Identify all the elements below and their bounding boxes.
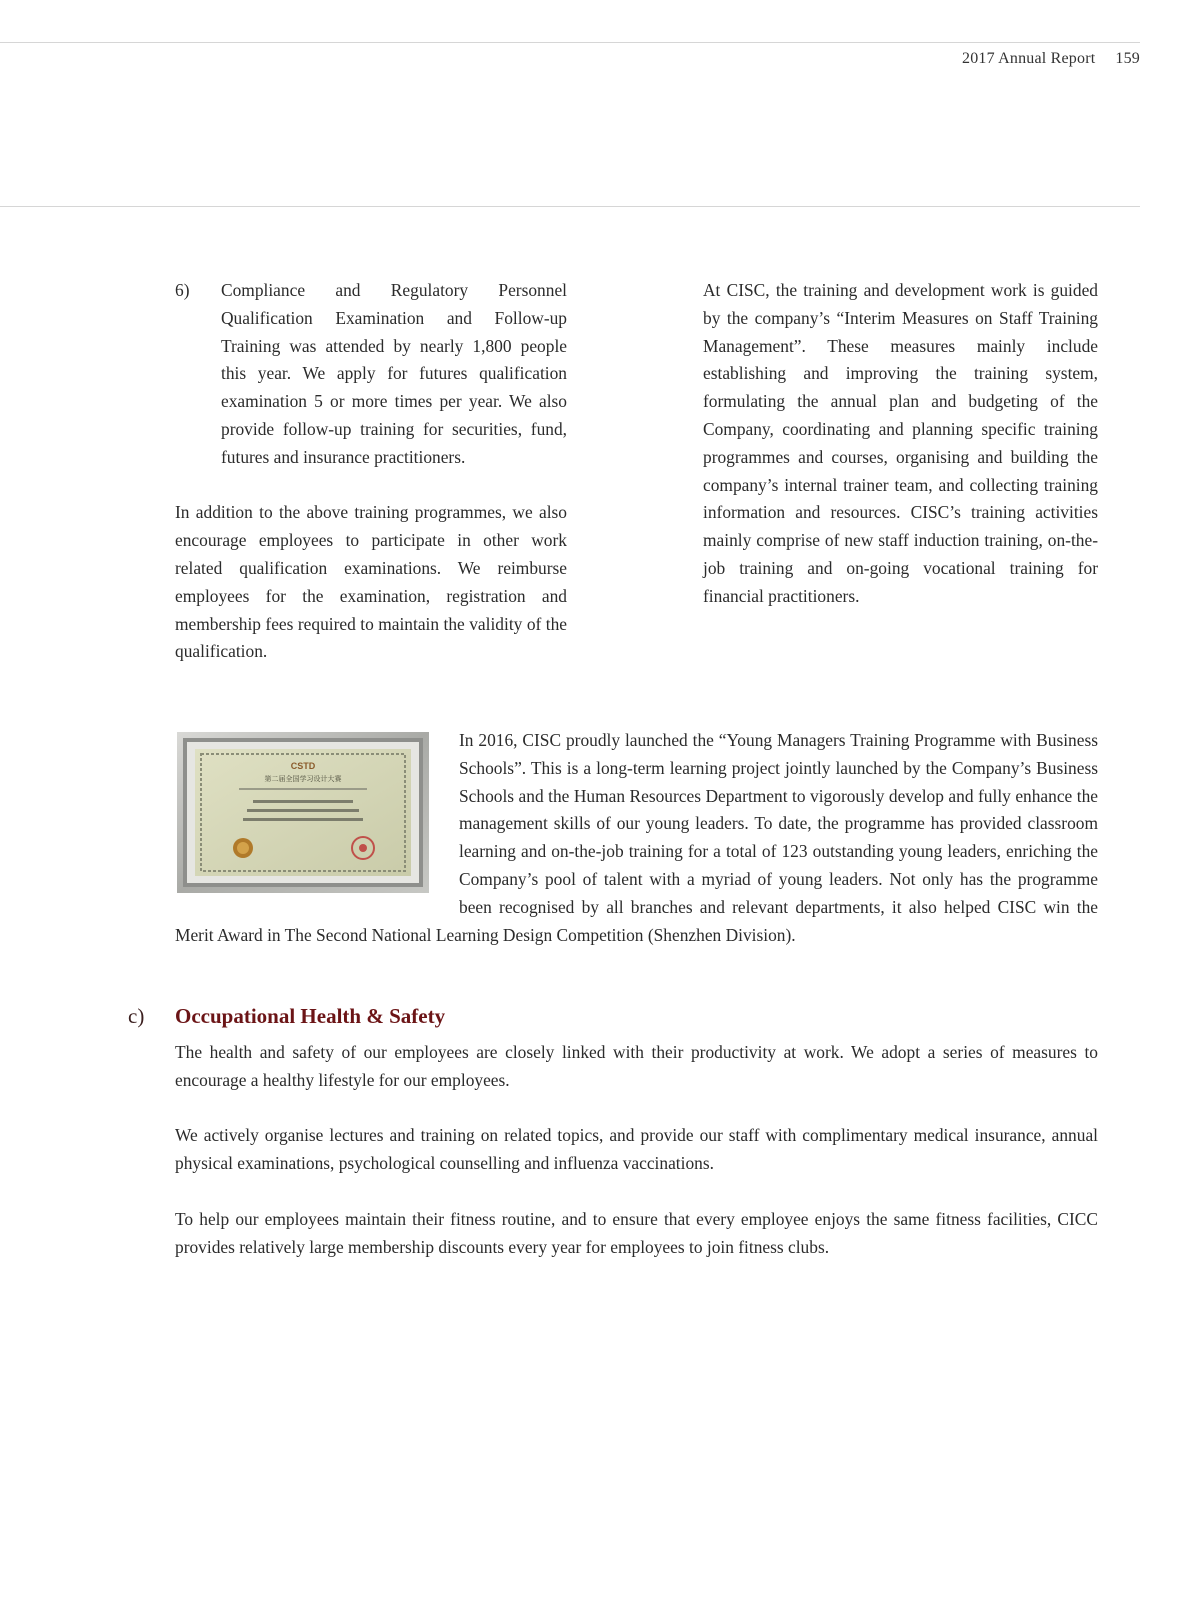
award-certificate-image bbox=[177, 732, 429, 893]
health-paragraph-3: To help our employees maintain their fitness routine, and to ensure that every employee enjoys the same fitness facilities, CICC provides relatively large membership discounts every year for employees to join fitness clubs. bbox=[175, 1208, 1098, 1257]
young-managers-section bbox=[175, 727, 1098, 949]
page-number: 159 bbox=[1115, 50, 1140, 67]
health-paragraph-1: The health and safety of our employees are closely linked with their productivity at work. We adopt a series of measures to encourage a healthy lifestyle for our employees. bbox=[175, 1042, 1098, 1090]
section-heading bbox=[128, 1004, 1098, 1029]
running-header bbox=[962, 50, 1140, 68]
header-bottom-rule bbox=[0, 206, 1140, 207]
list-item-6 bbox=[175, 277, 567, 472]
young-managers-paragraph: In 2016, CISC proudly launched the “Young Managers Training Programme with Business Schools”. This is a long-term learning project jointly launched by the Company’s Business Schools and the Human Resources Department to vigorously develop and fully enhance the management skills of our young leaders. To date, the programme has provided classroom learning and on-the-job training for a total of 123 outstanding young leaders, enriching the Company’s pool of talent with a myriad of young leaders. Not only has the programme been recognised by all branches and relevant departments, it also helped CISC win the Merit Award in The Second National Learning Design Competition (Shenzhen Division). bbox=[175, 730, 1098, 945]
section-letter: c) bbox=[128, 1004, 145, 1028]
certificate-title-text: 第二届全国学习设计大赛 bbox=[264, 775, 342, 783]
training-measures-paragraph: At CISC, the training and development work is guided by the company’s “Interim Measures on Staff Training Management”. These measures mainly include establishing and improving the training system, formulating the annual plan and budgeting of the Company, coordinating and planning specific training programmes and courses, organising and building the company’s internal trainer team, and collecting training information and resources. CISC’s training activities mainly comprise of new staff induction training, on-the-job training and on-going vocational training for financial practitioners. bbox=[703, 280, 1098, 606]
health-paragraph-2: We actively organise lectures and training on related topics, and provide our staff with complimentary medical insurance, annual physical examinations, psychological counselling and influenza vaccinations. bbox=[175, 1125, 1098, 1174]
header-top-rule bbox=[0, 42, 1140, 43]
left-column bbox=[175, 277, 567, 666]
section-body bbox=[175, 1039, 1098, 1261]
qualification-paragraph: In addition to the above training programmes, we also encourage employees to participate in other work related qualification examinations. We reimburse employees for the examination, registration and membership fees required to maintain the validity of the qualification. bbox=[175, 502, 567, 662]
occupational-health-section bbox=[128, 1004, 1098, 1261]
list-item-text: Compliance and Regulatory Personnel Qualification Examination and Follow-up Training was attended by nearly 1,800 people this year. We apply for futures qualification examination 5 or more times per year. We also provide follow-up training for securities, fund, futures and insurance practitioners. bbox=[221, 280, 567, 467]
right-column bbox=[703, 277, 1098, 611]
section-title: Occupational Health & Safety bbox=[175, 1004, 446, 1028]
certificate-logo-text: CSTD bbox=[290, 761, 316, 771]
list-item-number: 6) bbox=[175, 280, 190, 300]
report-title: 2017 Annual Report bbox=[962, 50, 1096, 67]
